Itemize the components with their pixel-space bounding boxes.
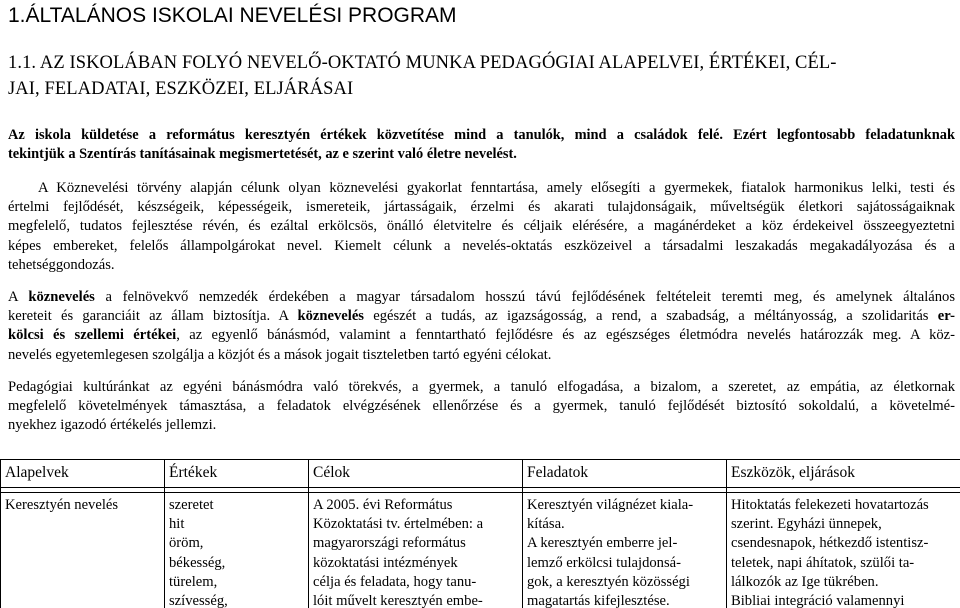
mission-line-2: tekintjük a Szentírás tanításainak megismertetését, az e szerint való életre nevelést. <box>8 146 517 163</box>
mission-statement <box>8 126 955 164</box>
paragraph-culture-line-3: nyekhez igazodó értékelés jellemzi. <box>8 417 217 434</box>
section-heading-line-2: JAI, FELADATAI, ESZKÖZEI, ELJÁRÁSAI <box>8 79 354 99</box>
paragraph-law <box>8 179 955 275</box>
cell-principle <box>1 493 165 608</box>
goal-line: A 2005. évi Református <box>313 497 453 513</box>
table-header-row <box>1 460 960 488</box>
task-line: A keresztyén emberre jel- <box>527 535 678 552</box>
header-tools: Eszközök, eljárások <box>727 460 960 488</box>
paragraph-public-education-line-3 <box>8 326 955 345</box>
value-item: öröm, <box>169 535 204 552</box>
text-run: , az egyenlő bánásmód, valamint a fenntartható fejlődésre és az egészséges életmódra nevelés határozzák meg. A köz- <box>176 327 956 344</box>
cell-tasks <box>523 493 727 608</box>
paragraph-public-education-line-2 <box>8 307 955 326</box>
paragraph-pedagogical-culture <box>8 378 955 436</box>
paragraph-public-education <box>8 288 955 365</box>
cell-values <box>165 493 309 608</box>
paragraph-public-education-line-4: nevelés egyetemlegesen szolgálja a közjót és a mások jogait tiszteletben tartó egyéni célokat. <box>8 346 552 363</box>
value-item: szeretet <box>169 497 214 513</box>
task-line: magatartás kifejlesztése. <box>527 593 670 608</box>
text-run: a felnövekvő nemzedék érdekében a magyar társadalom hosszú távú fejlődésének feltételeit teremti meg, és amelynek általános <box>94 289 955 305</box>
mission-line-1: Az iskola küldetése a református keresztyén értékek közvetítése mind a tanulók, mind a családok felé. Ezért legfontosabb feladatunknak <box>8 127 955 143</box>
task-line: Keresztyén világnézet kiala- <box>527 497 694 513</box>
cell-goals <box>309 493 523 608</box>
goal-line: célja és feladata, hogy tanu- <box>313 573 477 590</box>
tool-line: szerint. Egyházi ünnepek, <box>731 516 882 533</box>
tool-line: Bibliai integráció valamennyi <box>731 593 905 608</box>
goal-line: közoktatási intézmények <box>313 554 458 571</box>
text-run: egészét a tudás, az igazságosság, a rend, a szabadság, a méltányosság, a szolidaritás <box>363 308 938 325</box>
tool-line: lálkozók az Ige tükrében. <box>731 573 879 590</box>
value-item: türelem, <box>169 573 218 590</box>
paragraph-law-line-2: értelmi fejlődését, készségeik, képességeik, ismereteik, jártasságaik, érzelmi és akarati tulajdonságaik, műveltségük életkori sajátosságaiknak <box>8 199 955 216</box>
table-row <box>1 493 960 608</box>
value-item: hit <box>169 516 185 533</box>
task-line: kítása. <box>527 516 565 533</box>
principles-table <box>0 459 960 608</box>
bold-term: köznevelés <box>297 308 364 325</box>
section-heading-line-1: 1.1. AZ ISKOLÁBAN FOLYÓ NEVELŐ-OKTATÓ MUNKA PEDAGÓGIAI ALAPELVEI, ÉRTÉKEI, CÉL- <box>8 53 837 73</box>
text-run: kereteit és garanciáit az állam biztosítja. A <box>8 308 298 325</box>
chapter-heading: 1.ÁLTALÁNOS ISKOLAI NEVELÉSI PROGRAM <box>8 4 457 27</box>
section-heading <box>8 50 953 102</box>
paragraph-public-education-line-1 <box>8 288 955 307</box>
tool-line: teletek, napi áhítatok, szülői ta- <box>731 554 915 571</box>
tool-line: csendesnapok, hétkezdő istentisz- <box>731 535 929 552</box>
paragraph-culture-line-2: megfelelő követelmények támasztása, a feladatok elvégzésének ellenőrzése és a gyermek, tanuló fejlődését biztosító sokoldalú, a követelmé- <box>8 398 955 415</box>
goal-line: magyarországi református <box>313 535 466 552</box>
bold-term: köznevelés <box>28 289 95 305</box>
text-run: A <box>8 289 29 305</box>
paragraph-law-line-5: tehetséggondozás. <box>8 256 115 273</box>
bold-term: kölcsi és szellemi értékei <box>8 327 177 344</box>
value-item: békesség, <box>169 554 226 571</box>
tool-line: Hitoktatás felekezeti hovatartozás <box>731 497 929 513</box>
goal-line: lóit művelt keresztyén embe- <box>313 593 483 608</box>
paragraph-law-line-4: képes embereket, felelős állampolgárokat nevel. Kiemelt célunk a nevelés-oktatás eszközeivel a társadalmi leszakadás megakadályozása és a <box>8 237 955 254</box>
task-line: lemző erkölcsi tulajdonsá- <box>527 554 681 571</box>
paragraph-culture-line-1: Pedagógiai kultúránkat az egyéni bánásmódra való törekvés, a gyermek, a tanuló elfogadása, a bizalom, a szeretet, az empátia, az életkornak <box>8 379 955 395</box>
principle-text: Keresztyén nevelés <box>5 497 119 513</box>
cell-tools <box>727 493 960 608</box>
header-goals: Célok <box>309 460 523 488</box>
bold-term: er- <box>937 308 955 325</box>
task-line: gok, a keresztyén közösségi <box>527 573 690 590</box>
header-tasks: Feladatok <box>523 460 727 488</box>
paragraph-law-line-3: megfelelő, tudatos fejlesztése révén, és ezáltal erkölcsös, önálló életvitelre és céljaik elérésére, a magánérdeket a köz érdekeivel összeegyeztetni <box>8 218 955 235</box>
header-values: Értékek <box>165 460 309 488</box>
value-item: szívesség, <box>169 593 228 608</box>
paragraph-law-line-1: A Köznevelési törvény alapján célunk olyan köznevelési gyakorlat fenntartása, amely elősegíti a gyermekek, fiatalok harmonikus lelki, testi és <box>38 180 955 196</box>
goal-line: Közoktatási tv. értelmében: a <box>313 516 484 533</box>
header-principles: Alapelvek <box>1 460 165 488</box>
